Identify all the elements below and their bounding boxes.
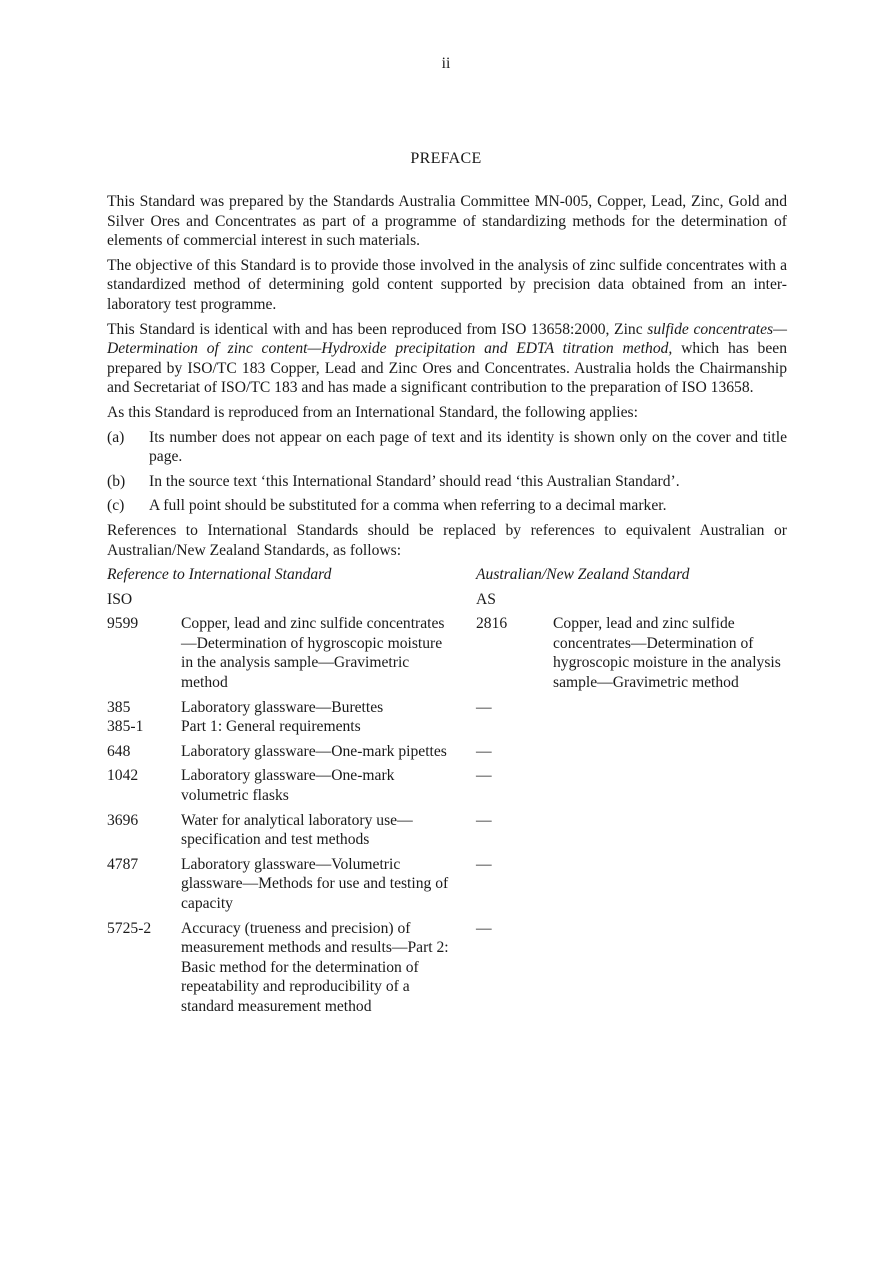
table-row (107, 919, 787, 1017)
as-description (553, 698, 787, 737)
identity-title-italic: sulfide concentrates—Determination of zinc content—Hydroxide precipitation and EDTA titration method, (107, 320, 787, 358)
header-international: Reference to International Standard (107, 566, 332, 584)
table-row (107, 614, 787, 692)
as-number: 2816 (476, 615, 508, 633)
iso-description: Copper, lead and zinc sulfide concentrates—Determination of hygroscopic moisture in the analysis sample—Gravimetric method (181, 615, 445, 692)
as-description (553, 766, 787, 805)
list-item (107, 472, 787, 492)
as-description (553, 811, 787, 850)
iso-number: 4787 (107, 855, 139, 873)
list-item (107, 428, 787, 467)
list-marker: (b) (107, 472, 126, 490)
iso-description: Laboratory glassware—Volumetric glassware—Methods for use and testing of capacity (181, 855, 449, 912)
paragraph-objective: The objective of this Standard is to provide those involved in the analysis of zinc sulfide concentrates with a standardized method of determining gold content supported by precision data obtained from an inter-laboratory test programme. (107, 256, 787, 313)
iso-description: Accuracy (trueness and precision) of measurement methods and results—Part 2: Basic method for the determination of repeatability and reproducibility of a standard measurement method (181, 919, 449, 1015)
as-number: — (476, 767, 492, 785)
list-text: A full point should be substituted for a comma when referring to a decimal marker. (149, 497, 667, 515)
reference-table-subheader (107, 590, 787, 610)
iso-description: Water for analytical laboratory use—specification and test methods (181, 811, 413, 849)
identity-text-end: which has been prepared by ISO/TC 183 Copper, Lead and Zinc Ores and Concentrates. Australia holds the Chairmanship and Secretariat of ISO/TC 183 and has made a significant contribution to the preparation of ISO 13658. (107, 340, 787, 397)
applies-list (107, 428, 787, 516)
iso-number: 385 (107, 698, 131, 716)
list-marker: (c) (107, 497, 125, 515)
paragraph-references: References to International Standards should be replaced by references to equivalent Australian or Australian/New Zealand Standards, as follows: (107, 521, 787, 559)
table-row (107, 855, 787, 914)
table-row (107, 811, 787, 850)
as-number: — (476, 811, 492, 829)
preface-body (107, 192, 787, 1022)
iso-number: 1042 (107, 767, 139, 785)
as-number: — (476, 742, 492, 760)
iso-number: 3696 (107, 811, 139, 829)
as-description (553, 919, 787, 1017)
as-description (553, 742, 787, 762)
iso-number: 648 (107, 742, 131, 760)
iso-description: Laboratory glassware—One-mark pipettes (181, 742, 447, 760)
iso-number-part: 385-1 (107, 718, 144, 736)
list-text: In the source text ‘this International Standard’ should read ‘this Australian Standard’. (149, 472, 680, 490)
subheader-as: AS (476, 590, 496, 608)
iso-description: Laboratory glassware—One-mark volumetric flasks (181, 767, 395, 805)
as-number: — (476, 919, 492, 937)
table-row (107, 766, 787, 805)
iso-description: Laboratory glassware—Burettes (181, 698, 384, 716)
paragraph-identity (107, 320, 787, 398)
identity-text-start: This Standard is identical with and has been reproduced from ISO 13658:2000, Zinc (107, 320, 648, 338)
list-item (107, 496, 787, 516)
table-row (107, 698, 787, 737)
as-number: — (476, 855, 492, 873)
iso-description-part: Part 1: General requirements (181, 718, 361, 736)
iso-number: 9599 (107, 615, 139, 633)
as-description (553, 855, 787, 914)
subheader-iso: ISO (107, 590, 133, 608)
iso-number: 5725-2 (107, 919, 152, 937)
as-description: Copper, lead and zinc sulfide concentrates—Determination of hygroscopic moisture in the analysis sample—Gravimetric method (553, 615, 781, 692)
paragraph-committee: This Standard was prepared by the Standards Australia Committee MN-005, Copper, Lead, Zinc, Gold and Silver Ores and Concentrates as part of a programme of standardizing methods for the determination of elements of commercial interest in such materials. (107, 193, 787, 250)
page-title: PREFACE (410, 150, 482, 167)
page-number: ii (441, 55, 451, 72)
as-number: — (476, 698, 492, 716)
paragraph-applies: As this Standard is reproduced from an International Standard, the following applies: (107, 403, 638, 421)
list-marker: (a) (107, 428, 125, 446)
list-text: Its number does not appear on each page of text and its identity is shown only on the cover and title page. (149, 428, 787, 466)
reference-table (107, 565, 787, 1016)
table-row (107, 742, 787, 762)
reference-table-header (107, 565, 787, 585)
header-australian: Australian/New Zealand Standard (476, 566, 690, 584)
